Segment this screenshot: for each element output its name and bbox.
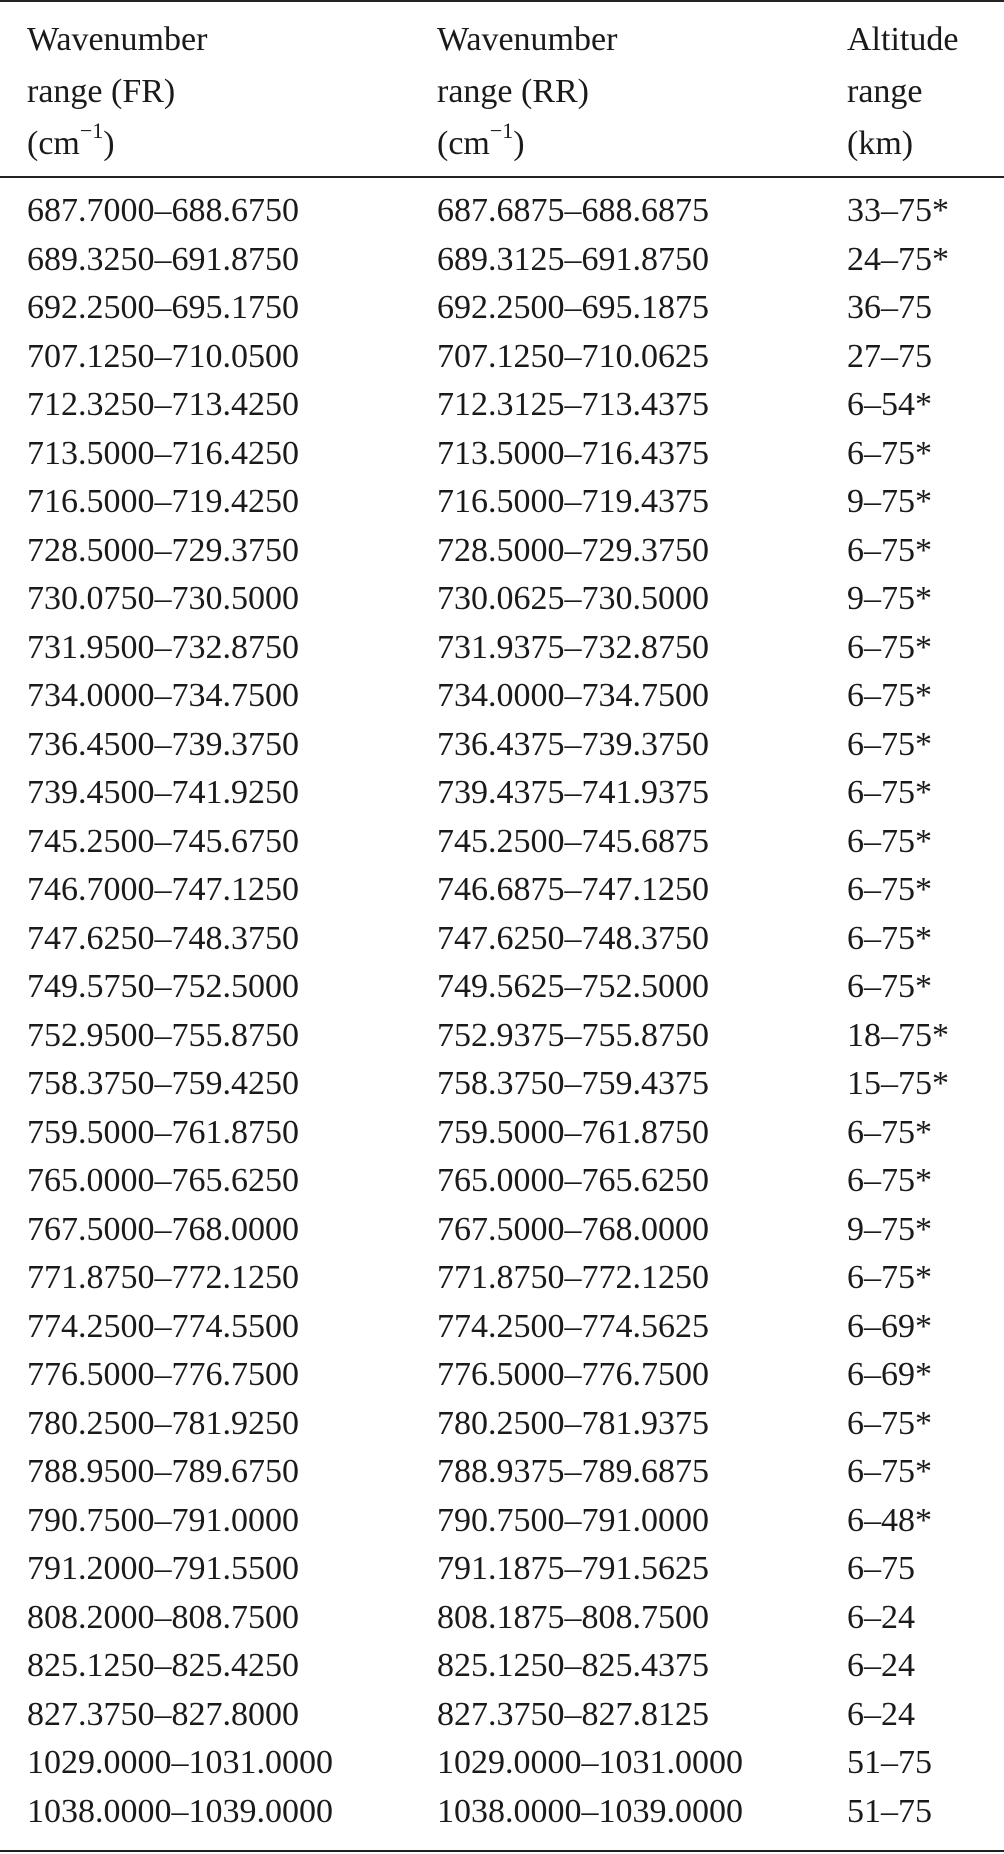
cell-altitude: 33–75* [847,192,949,229]
cell-wavenumber-rr: 765.0000–765.6250 [437,1162,709,1199]
header-line: range [847,73,923,110]
table-row [0,1691,1004,1740]
header-altitude [847,14,958,170]
cell-wavenumber-fr: 749.5750–752.5000 [27,968,299,1005]
cell-wavenumber-fr: 730.0750–730.5000 [27,580,299,617]
table-row [0,333,1004,382]
cell-altitude: 6–75* [847,434,932,472]
header-line: range (RR) [437,73,590,110]
cell-wavenumber-fr: 1038.0000–1039.0000 [27,1792,333,1830]
cell-wavenumber-rr: 745.2500–745.6875 [437,822,709,860]
cell-wavenumber-fr: 827.3750–827.8000 [27,1695,299,1733]
cell-wavenumber-rr: 716.5000–719.4375 [437,483,709,520]
header-unit [437,118,617,170]
header-line: Wavenumber [27,21,208,58]
header-line: (km) [847,125,914,162]
table-row [0,1157,1004,1206]
cell-wavenumber-rr: 752.9375–755.8750 [437,1016,709,1054]
cell-wavenumber-rr: 788.9375–789.6875 [437,1453,709,1490]
cell-wavenumber-fr: 716.5000–719.4250 [27,483,299,520]
cell-wavenumber-fr: 707.1250–710.0500 [27,337,299,375]
cell-wavenumber-fr: 780.2500–781.9250 [27,1404,299,1442]
header-wavenumber-fr [27,14,207,170]
cell-wavenumber-fr: 692.2500–695.1750 [27,289,299,326]
header-wavenumber-rr [437,14,617,170]
cell-altitude: 6–75* [847,1113,932,1151]
table-row [0,1594,1004,1643]
cell-wavenumber-fr: 746.7000–747.1250 [27,871,299,908]
cell-altitude: 6–75* [847,919,932,957]
cell-wavenumber-rr: 749.5625–752.5000 [437,968,709,1005]
cell-wavenumber-rr: 689.3125–691.8750 [437,240,709,278]
cell-wavenumber-fr: 771.8750–772.1250 [27,1259,299,1296]
cell-wavenumber-rr: 759.5000–761.8750 [437,1113,709,1151]
cell-wavenumber-fr: 759.5000–761.8750 [27,1113,299,1151]
cell-altitude: 6–75* [847,1162,932,1199]
cell-wavenumber-rr: 707.1250–710.0625 [437,337,709,375]
table-row [0,1351,1004,1400]
cell-altitude: 6–75* [847,531,932,569]
cell-altitude: 6–75* [847,677,932,714]
table-row [0,1739,1004,1788]
table-row [0,672,1004,721]
cell-wavenumber-rr: 825.1250–825.4375 [437,1647,709,1684]
cell-wavenumber-fr: 774.2500–774.5500 [27,1307,299,1345]
cell-wavenumber-rr: 734.0000–734.7500 [437,677,709,714]
table-row [0,187,1004,236]
cell-altitude: 36–75 [847,289,932,326]
cell-altitude: 6–75 [847,1550,915,1587]
table-body [0,187,1004,1836]
cell-altitude: 9–75* [847,483,932,520]
header-unit-base: (cm [437,125,490,162]
cell-wavenumber-rr: 791.1875–791.5625 [437,1550,709,1587]
table-row [0,1060,1004,1109]
table-row [0,1400,1004,1449]
cell-wavenumber-fr: 825.1250–825.4250 [27,1647,299,1684]
cell-wavenumber-fr: 734.0000–734.7500 [27,677,299,714]
cell-wavenumber-rr: 736.4375–739.3750 [437,725,709,763]
cell-wavenumber-rr: 774.2500–774.5625 [437,1307,709,1345]
cell-wavenumber-rr: 712.3125–713.4375 [437,386,709,423]
cell-altitude: 6–24 [847,1695,915,1733]
cell-wavenumber-fr: 791.2000–791.5500 [27,1550,299,1587]
table-row [0,478,1004,527]
header-unit-exponent: −1 [79,117,104,143]
table-row [0,624,1004,673]
cell-altitude: 6–75* [847,968,932,1005]
header-unit [27,118,207,170]
table-row [0,1497,1004,1546]
cell-wavenumber-fr: 687.7000–688.6750 [27,192,299,229]
cell-altitude: 6–24 [847,1598,915,1636]
cell-wavenumber-rr: 687.6875–688.6875 [437,192,709,229]
cell-altitude: 6–75* [847,1259,932,1296]
cell-wavenumber-rr: 776.5000–776.7500 [437,1356,709,1393]
cell-wavenumber-rr: 713.5000–716.4375 [437,434,709,472]
cell-wavenumber-rr: 731.9375–732.8750 [437,628,709,666]
table-row [0,575,1004,624]
cell-wavenumber-fr: 731.9500–732.8750 [27,628,299,666]
header-unit-close: ) [513,125,525,162]
cell-altitude: 6–48* [847,1501,932,1539]
header-line: Altitude [847,21,959,58]
table-row [0,915,1004,964]
table-row [0,1254,1004,1303]
header-line: Wavenumber [437,21,618,58]
cell-wavenumber-fr: 752.9500–755.8750 [27,1016,299,1054]
cell-wavenumber-rr: 747.6250–748.3750 [437,919,709,957]
cell-wavenumber-fr: 745.2500–745.6750 [27,822,299,860]
cell-altitude: 6–75* [847,774,932,811]
cell-wavenumber-fr: 767.5000–768.0000 [27,1210,299,1248]
cell-altitude: 6–75* [847,1404,932,1442]
bottom-rule [0,1850,1004,1852]
cell-altitude: 51–75 [847,1744,932,1781]
cell-altitude: 24–75* [847,240,949,278]
table-row [0,1788,1004,1837]
table-row [0,1642,1004,1691]
cell-altitude: 51–75 [847,1792,932,1830]
table-header [0,14,1004,164]
cell-altitude: 18–75* [847,1016,949,1054]
header-unit-close: ) [103,125,115,162]
cell-wavenumber-rr: 746.6875–747.1250 [437,871,709,908]
cell-altitude: 6–75* [847,725,932,763]
table-row [0,1448,1004,1497]
cell-wavenumber-fr: 739.4500–741.9250 [27,774,299,811]
cell-altitude: 6–54* [847,386,932,423]
cell-wavenumber-rr: 1038.0000–1039.0000 [437,1792,743,1830]
cell-wavenumber-rr: 790.7500–791.0000 [437,1501,709,1539]
cell-wavenumber-rr: 771.8750–772.1250 [437,1259,709,1296]
cell-altitude: 27–75 [847,337,932,375]
cell-altitude: 9–75* [847,580,932,617]
table-row [0,381,1004,430]
cell-wavenumber-rr: 780.2500–781.9375 [437,1404,709,1442]
cell-wavenumber-fr: 788.9500–789.6750 [27,1453,299,1490]
header-rule [0,176,1004,178]
table-row [0,284,1004,333]
cell-wavenumber-fr: 790.7500–791.0000 [27,1501,299,1539]
cell-wavenumber-fr: 736.4500–739.3750 [27,725,299,763]
cell-wavenumber-fr: 728.5000–729.3750 [27,531,299,569]
cell-wavenumber-fr: 808.2000–808.7500 [27,1598,299,1636]
cell-altitude: 9–75* [847,1210,932,1248]
table-row [0,1109,1004,1158]
cell-wavenumber-rr: 1029.0000–1031.0000 [437,1744,743,1781]
header-unit-base: (cm [27,125,80,162]
table-row [0,818,1004,867]
cell-altitude: 6–75* [847,871,932,908]
table-row [0,769,1004,818]
cell-wavenumber-fr: 758.3750–759.4250 [27,1065,299,1102]
table-row [0,963,1004,1012]
header-line: range (FR) [27,73,176,110]
cell-wavenumber-rr: 758.3750–759.4375 [437,1065,709,1102]
cell-wavenumber-rr: 827.3750–827.8125 [437,1695,709,1733]
cell-wavenumber-fr: 712.3250–713.4250 [27,386,299,423]
table-row [0,866,1004,915]
cell-altitude: 6–69* [847,1307,932,1345]
cell-altitude: 6–75* [847,822,932,860]
cell-wavenumber-fr: 747.6250–748.3750 [27,919,299,957]
table-row [0,1206,1004,1255]
table-row [0,527,1004,576]
cell-wavenumber-fr: 765.0000–765.6250 [27,1162,299,1199]
table-row [0,236,1004,285]
top-rule [0,0,1004,2]
cell-wavenumber-rr: 767.5000–768.0000 [437,1210,709,1248]
table-row [0,1303,1004,1352]
cell-wavenumber-rr: 730.0625–730.5000 [437,580,709,617]
cell-wavenumber-rr: 739.4375–741.9375 [437,774,709,811]
cell-wavenumber-rr: 808.1875–808.7500 [437,1598,709,1636]
table-row [0,1545,1004,1594]
cell-wavenumber-rr: 728.5000–729.3750 [437,531,709,569]
cell-wavenumber-fr: 713.5000–716.4250 [27,434,299,472]
table-row [0,1012,1004,1061]
cell-altitude: 6–75* [847,628,932,666]
cell-altitude: 15–75* [847,1065,949,1102]
cell-wavenumber-fr: 776.5000–776.7500 [27,1356,299,1393]
table-row [0,430,1004,479]
cell-altitude: 6–75* [847,1453,932,1490]
cell-wavenumber-fr: 689.3250–691.8750 [27,240,299,278]
cell-altitude: 6–69* [847,1356,932,1393]
header-unit-exponent: −1 [489,117,514,143]
cell-wavenumber-rr: 692.2500–695.1875 [437,289,709,326]
cell-wavenumber-fr: 1029.0000–1031.0000 [27,1744,333,1781]
table-row [0,721,1004,770]
cell-altitude: 6–24 [847,1647,915,1684]
